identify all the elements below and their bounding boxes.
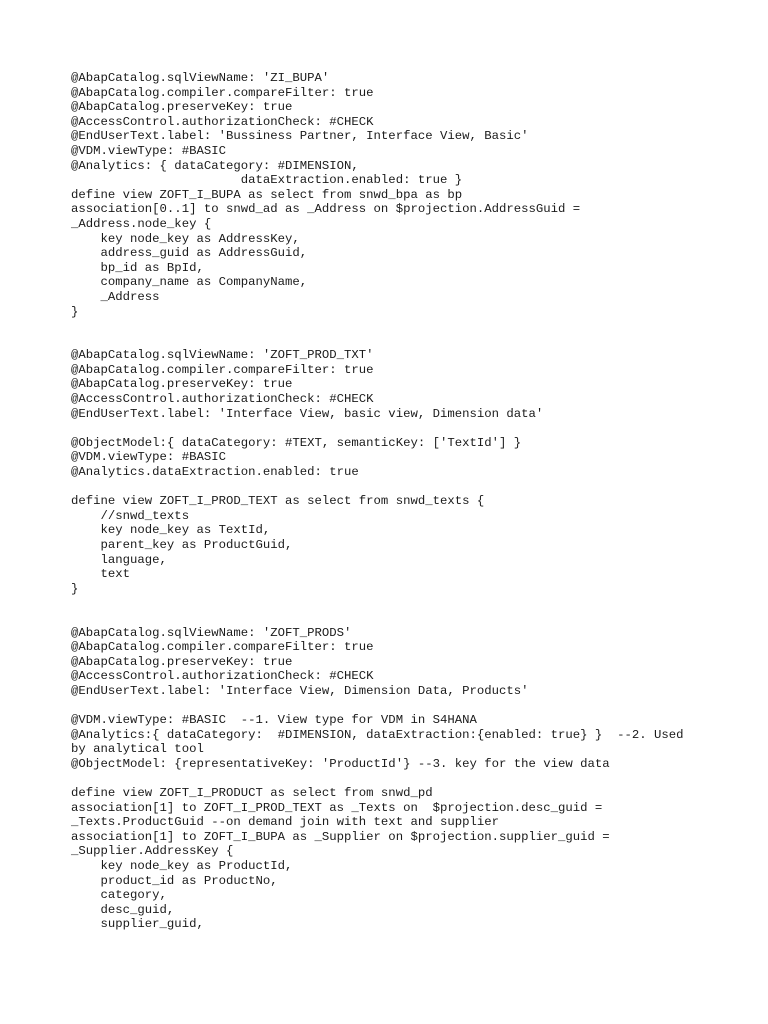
code-line: _Supplier.AddressKey { (71, 844, 234, 859)
code-line (71, 319, 731, 334)
code-line: association[1] to ZOFT_I_BUPA as _Supplier on $projection.supplier_guid = (71, 829, 610, 844)
code-line: supplier_guid, (71, 917, 204, 932)
code-line: //snwd_texts (71, 508, 190, 523)
code-line: @ObjectModel: {representativeKey: 'ProductId'} --3. key for the view data (71, 756, 610, 771)
code-line: define view ZOFT_I_PROD_TEXT as select from snwd_texts { (71, 494, 485, 509)
code-line: desc_guid, (71, 902, 175, 917)
code-line: define view ZOFT_I_BUPA as select from snwd_bpa as bp (71, 187, 463, 202)
code-line (71, 596, 731, 611)
code-line: association[0..1] to snwd_ad as _Address on $projection.AddressGuid = (71, 202, 581, 217)
code-line: _Texts.ProductGuid --on demand join with text and supplier (71, 815, 500, 830)
code-document (71, 71, 731, 932)
code-line: @Analytics: { dataCategory: #DIMENSION, (71, 158, 359, 173)
code-line: @VDM.viewType: #BASIC (71, 143, 226, 158)
code-line: language, (71, 552, 167, 567)
code-line: category, (71, 888, 167, 903)
code-line: @EndUserText.label: 'Bussiness Partner, Interface View, Basic' (71, 129, 529, 144)
code-line: association[1] to ZOFT_I_PROD_TEXT as _Texts on $projection.desc_guid = (71, 800, 603, 815)
code-line: key node_key as TextId, (71, 523, 271, 538)
code-line: @Analytics:{ dataCategory: #DIMENSION, dataExtraction:{enabled: true} } --2. Used (71, 727, 684, 742)
code-line: by analytical tool (71, 742, 204, 757)
code-line: @AbapCatalog.preserveKey: true (71, 654, 293, 669)
code-line: key node_key as AddressKey, (71, 231, 300, 246)
code-line: product_id as ProductNo, (71, 873, 278, 888)
code-line: @ObjectModel:{ dataCategory: #TEXT, semanticKey: ['TextId'] } (71, 435, 522, 450)
code-line: } (71, 304, 79, 319)
code-line: define view ZOFT_I_PRODUCT as select from snwd_pd (71, 786, 433, 801)
code-line: @AbapCatalog.sqlViewName: 'ZOFT_PROD_TXT' (71, 348, 374, 363)
code-line (71, 772, 731, 787)
code-line: @VDM.viewType: #BASIC --1. View type for VDM in S4HANA (71, 713, 477, 728)
code-line: @AbapCatalog.compiler.compareFilter: true (71, 640, 374, 655)
code-line (71, 421, 731, 436)
code-line: @AccessControl.authorizationCheck: #CHECK (71, 392, 374, 407)
code-line: @AccessControl.authorizationCheck: #CHECK (71, 114, 374, 129)
code-line: @Analytics.dataExtraction.enabled: true (71, 465, 359, 480)
code-line: @EndUserText.label: 'Interface View, basic view, Dimension data' (71, 406, 544, 421)
code-line: @AbapCatalog.preserveKey: true (71, 377, 293, 392)
code-line: text (71, 567, 131, 582)
code-line: @AbapCatalog.preserveKey: true (71, 100, 293, 115)
code-line: @AccessControl.authorizationCheck: #CHECK (71, 669, 374, 684)
code-line: @AbapCatalog.sqlViewName: 'ZI_BUPA' (71, 71, 330, 85)
code-line (71, 699, 731, 714)
code-line: parent_key as ProductGuid, (71, 538, 293, 552)
code-line (71, 611, 731, 626)
code-line (71, 480, 731, 495)
code-line: dataExtraction.enabled: true } (71, 173, 463, 188)
code-line: _Address.node_key { (71, 216, 212, 231)
code-line: _Address (71, 289, 160, 304)
code-line (71, 334, 731, 349)
code-line: @EndUserText.label: 'Interface View, Dimension Data, Products' (71, 683, 529, 698)
code-line: key node_key as ProductId, (71, 859, 293, 874)
code-line: @AbapCatalog.compiler.compareFilter: true (71, 362, 374, 377)
code-line: @AbapCatalog.compiler.compareFilter: true (71, 85, 374, 100)
code-line: @AbapCatalog.sqlViewName: 'ZOFT_PRODS' (71, 625, 352, 640)
code-line: @VDM.viewType: #BASIC (71, 450, 226, 465)
code-line: } (71, 581, 79, 596)
code-line: bp_id as BpId, (71, 260, 204, 275)
code-line: address_guid as AddressGuid, (71, 246, 308, 261)
code-line: company_name as CompanyName, (71, 275, 308, 290)
